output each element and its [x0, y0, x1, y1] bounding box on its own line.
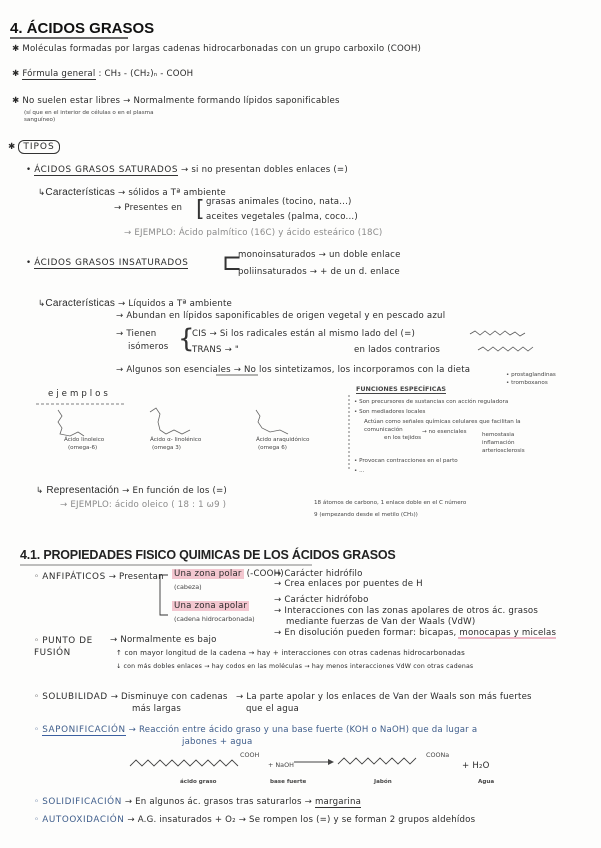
ejemplo-3-tag: (omega 6)	[258, 445, 287, 451]
autooxidacion-label: AUTOOXIDACIÓN	[42, 815, 125, 825]
saturados-car-label: Características	[45, 187, 116, 198]
solubilidad-1: → Disminuye con cadenas	[110, 692, 228, 702]
funciones-title: FUNCIONES ESPECÍFICAS	[356, 385, 447, 393]
ejemplos-label: ejemplos	[48, 389, 111, 399]
funciones-3c: en los tejidos	[384, 435, 422, 441]
representacion-line: ↳ Representación → En función de los (=)	[36, 485, 227, 496]
intro-bullet-2: ✱ Fórmula general : CH₃ - (CH₂)ₙ - COOH	[12, 69, 194, 79]
funciones-side-1: • prostaglandinas	[506, 372, 556, 378]
saponificacion-equation	[128, 748, 568, 778]
hidro-1: → Carácter hidrófilo	[274, 569, 363, 579]
insaturados-car: ↳Características → Líquidos a Tª ambiente	[38, 298, 233, 309]
isomeros-brace: {	[178, 324, 195, 354]
cis-chain-sketch	[470, 328, 540, 340]
funciones-3b: comunicación	[364, 427, 403, 433]
ejemplo-3-name: Ácido araquidónico	[256, 437, 310, 443]
tipos-header: ✱ TIPOS	[8, 142, 60, 152]
tipos-box: TIPOS	[18, 140, 59, 154]
eq-coona: COONa	[426, 751, 450, 759]
representacion-note-2: 9 (empezando desde el metilo (CH₃))	[314, 512, 418, 518]
eq-cooh: COOH	[240, 751, 260, 759]
isomero-trans-2: en lados contrarios	[354, 345, 441, 355]
page-title: 4. ÁCIDOS GRASOS	[10, 20, 155, 37]
formula-value: : CH₃ - (CH₂)ₙ - COOH	[98, 69, 194, 79]
insaturados-c1: → Líquidos a Tª ambiente	[118, 299, 233, 309]
saturados-c2b: aceites vegetales (palma, coco...)	[206, 212, 358, 222]
solubilidad-label: SOLUBILIDAD	[42, 692, 108, 702]
anfipaticos-label: ANFIPÁTICOS	[42, 572, 106, 582]
saturados-c2: → Presentes en	[114, 203, 183, 213]
saturados-c2a: grasas animales (tocino, nata...)	[206, 197, 352, 207]
solidificacion-label: SOLIDIFICACIÓN	[42, 797, 122, 807]
representacion-label: Representación	[46, 485, 120, 496]
formula-label: Fórmula general	[22, 69, 96, 79]
insaturados-brace: ⊏	[222, 248, 243, 276]
anfipaticos-presentan: → Presentan	[108, 572, 164, 582]
hidro-2: → Crea enlaces por puentes de H	[274, 579, 423, 589]
fusion-2-text: ↑ con mayor longitud de la cadena → hay + interacciones con otras cadenas hidrocarbonadas	[116, 649, 465, 657]
saturados-c3: → EJEMPLO: Ácido palmítico (16C) y ácido esteárico (18C)	[124, 228, 383, 238]
autooxidacion-line: ◦ AUTOOXIDACIÓN → A.G. insaturados + O₂ → Se rompen los (=) y se forman 2 grupos aldehídos	[34, 815, 476, 825]
intro-bullet-3-text: No suelen estar libres → Normalmente formando lípidos saponificables	[22, 96, 340, 106]
isomero-trans: TRANS → "	[192, 345, 240, 355]
insaturados-c4: → Algunos son esenciales → No los sintetizamos, los incorporamos con la dieta	[116, 365, 471, 375]
saturados-brace: [	[196, 197, 205, 222]
saturados-def: → si no presentan dobles enlaces (=)	[181, 165, 348, 175]
representacion-note-1: 18 átomos de carbono, 1 enlace doble en el C número	[314, 500, 467, 506]
solubilidad-2: más largas	[132, 704, 182, 714]
eq-label-jabon: Jabón	[374, 779, 392, 785]
solubilidad-3-text: → La parte apolar y los enlaces de Van der Waals son más fuertes	[236, 692, 532, 702]
zona-apolar	[172, 601, 249, 611]
saponificacion-2: jabones + agua	[182, 737, 253, 747]
funciones-divider	[348, 395, 352, 475]
funciones-2: • Son mediadores locales	[354, 409, 426, 415]
apolar-1: → Carácter hidrófobo	[274, 595, 369, 605]
zona-apolar-label: Una zona apolar	[174, 601, 248, 611]
zona-polar-label: Una zona polar	[174, 569, 242, 579]
intro-bullet-1-text: Moléculas formadas por largas cadenas hidrocarbonadas con un grupo carboxilo (COOH)	[22, 44, 422, 54]
saponificacion-label: SAPONIFICACIÓN	[42, 725, 126, 735]
insaturados-line: • ÁCIDOS GRASOS INSATURADOS	[26, 258, 189, 268]
fusion-label: PUNTO DE FUSIÓN	[34, 636, 93, 658]
linoleico-sketch	[48, 402, 128, 438]
intro-note: (sí que en el interior de células o en el plasma sanguíneo)	[24, 110, 154, 123]
zona-polar-formula: (-COOH)	[246, 569, 284, 579]
funciones-5: • ...	[354, 468, 365, 474]
eq-label-base: base fuerte	[270, 779, 307, 785]
representacion-def: → En función de los (=)	[122, 486, 227, 496]
representacion-ejemplo: → EJEMPLO: ácido oleico ( 18 : 1 ω9 )	[60, 500, 227, 510]
insaturados-c3b: isómeros	[128, 342, 169, 352]
saponificacion-1: → Reacción entre ácido graso y una base fuerte (KOH o NaOH) que da lugar a	[128, 725, 478, 735]
solubilidad-3b: que el agua	[246, 704, 299, 714]
solubilidad-3	[236, 692, 532, 702]
intro-bullet-1: ✱ Moléculas formadas por largas cadenas hidrocarbonadas con un grupo carboxilo (COOH)	[12, 44, 422, 54]
saturados-c1: → sólidos a Tª ambiente	[118, 188, 226, 198]
funciones-list-3: arteriosclerosis	[482, 448, 525, 454]
saturados-car: ↳Características → sólidos a Tª ambiente	[38, 187, 226, 198]
ejemplo-2-tag: (omega 3)	[152, 445, 181, 451]
funciones-list-1: hemostasia	[482, 432, 515, 438]
eq-plus-h2o: + H₂O	[462, 761, 490, 771]
ejemplo-1-tag: (omega-6)	[68, 445, 98, 451]
apolar-2: → Interacciones con las zonas apolares de otros ác. grasos	[274, 606, 539, 616]
anfipaticos-line: ◦ ANFIPÁTICOS → Presentan	[34, 572, 164, 582]
funciones-side-2: • tromboxanos	[506, 380, 548, 386]
intro-bullet-3: ✱ No suelen estar libres → Normalmente formando lípidos saponificables	[12, 96, 340, 106]
saturados-line: • ÁCIDOS GRASOS SATURADOS → si no presentan dobles enlaces (=)	[26, 165, 348, 175]
solubilidad-line: ◦ SOLUBILIDAD → Disminuye con cadenas	[34, 692, 228, 702]
ejemplo-2-name: Ácido α- linolénico	[150, 437, 202, 443]
zona-polar-cabeza: (cabeza)	[174, 583, 202, 591]
section-4-1-underline	[20, 564, 320, 567]
apolar-4: → En disolución pueden formar: bicapas, monocapas y micelas	[274, 628, 557, 638]
araquidonico-sketch	[250, 402, 330, 438]
insaturados-mono: monoinsaturados → un doble enlace	[238, 250, 401, 260]
solidificacion-1: → En algunos ác. grasos tras saturarlos →	[124, 797, 313, 807]
funciones-3d: → no esenciales	[422, 429, 467, 435]
isomero-cis: CIS → Si los radicales están al mismo lado del (=)	[192, 329, 416, 339]
funciones-1: • Son precursores de sustancias con acción reguladora	[354, 399, 509, 405]
section-4-1-title: 4.1. PROPIEDADES FISICO QUIMICAS DE LOS ÁCIDOS GRASOS	[20, 548, 396, 562]
trans-chain-sketch	[478, 345, 548, 355]
linolenico-sketch	[144, 402, 224, 438]
saponificacion-line: ◦ SAPONIFICACIÓN → Reacción entre ácido graso y una base fuerte (KOH o NaOH) que da lugar a	[34, 725, 478, 735]
eq-label-agua: Agua	[478, 779, 495, 785]
funciones-3a: Actúan como señales químicas celulares que facilitan la	[364, 419, 521, 425]
zona-apolar-cola: (cadena hidrocarbonada)	[174, 615, 255, 623]
zona-polar	[172, 569, 284, 579]
funciones-4: • Provocan contracciones en el parto	[354, 458, 458, 464]
solidificacion-2: margarina	[314, 797, 362, 807]
jabon-chain	[338, 758, 416, 764]
insaturados-car-label: Características	[45, 298, 116, 309]
esenciales-underline	[216, 374, 266, 377]
insaturados-c2: → Abundan en lípidos saponificables de origen vegetal y en pescado azul	[116, 311, 446, 321]
eq-plus-naoh: + NaOH	[268, 761, 294, 769]
apolar-3: mediante fuerzas de Van der Waals (VdW)	[286, 617, 476, 627]
equation-arrowhead	[328, 759, 334, 765]
fusion-3	[116, 661, 473, 671]
fusion-1: → Normalmente es bajo	[110, 635, 217, 645]
fusion-2	[116, 648, 465, 658]
insaturados-c3a: → Tienen	[116, 329, 157, 339]
funciones-list-2: inflamación	[482, 440, 515, 446]
anfipaticos-bracket	[158, 573, 170, 617]
ejemplo-1-name: Ácido linoleico	[64, 437, 105, 443]
acido-graso-chain	[130, 760, 238, 766]
solidificacion-line: ◦ SOLIDIFICACIÓN → En algunos ác. grasos tras saturarlos → margarina	[34, 797, 362, 807]
saturados-title: ÁCIDOS GRASOS SATURADOS	[34, 165, 179, 175]
eq-label-acido: ácido graso	[180, 779, 217, 785]
title-underline	[10, 37, 130, 40]
insaturados-poli: poliinsaturados → + de un d. enlace	[238, 267, 400, 277]
autooxidacion-1: → A.G. insaturados + O₂ → Se rompen los (=) y se forman 2 grupos aldehídos	[127, 815, 476, 825]
insaturados-title: ÁCIDOS GRASOS INSATURADOS	[34, 258, 189, 268]
fusion-3-text: ↓ con más dobles enlaces → hay codos en las moléculas → hay menos interacciones VdW con otras cadenas	[116, 663, 474, 670]
apolar-4-underline	[458, 637, 558, 640]
fusion-line: ◦ PUNTO DE FUSIÓN	[34, 636, 93, 658]
